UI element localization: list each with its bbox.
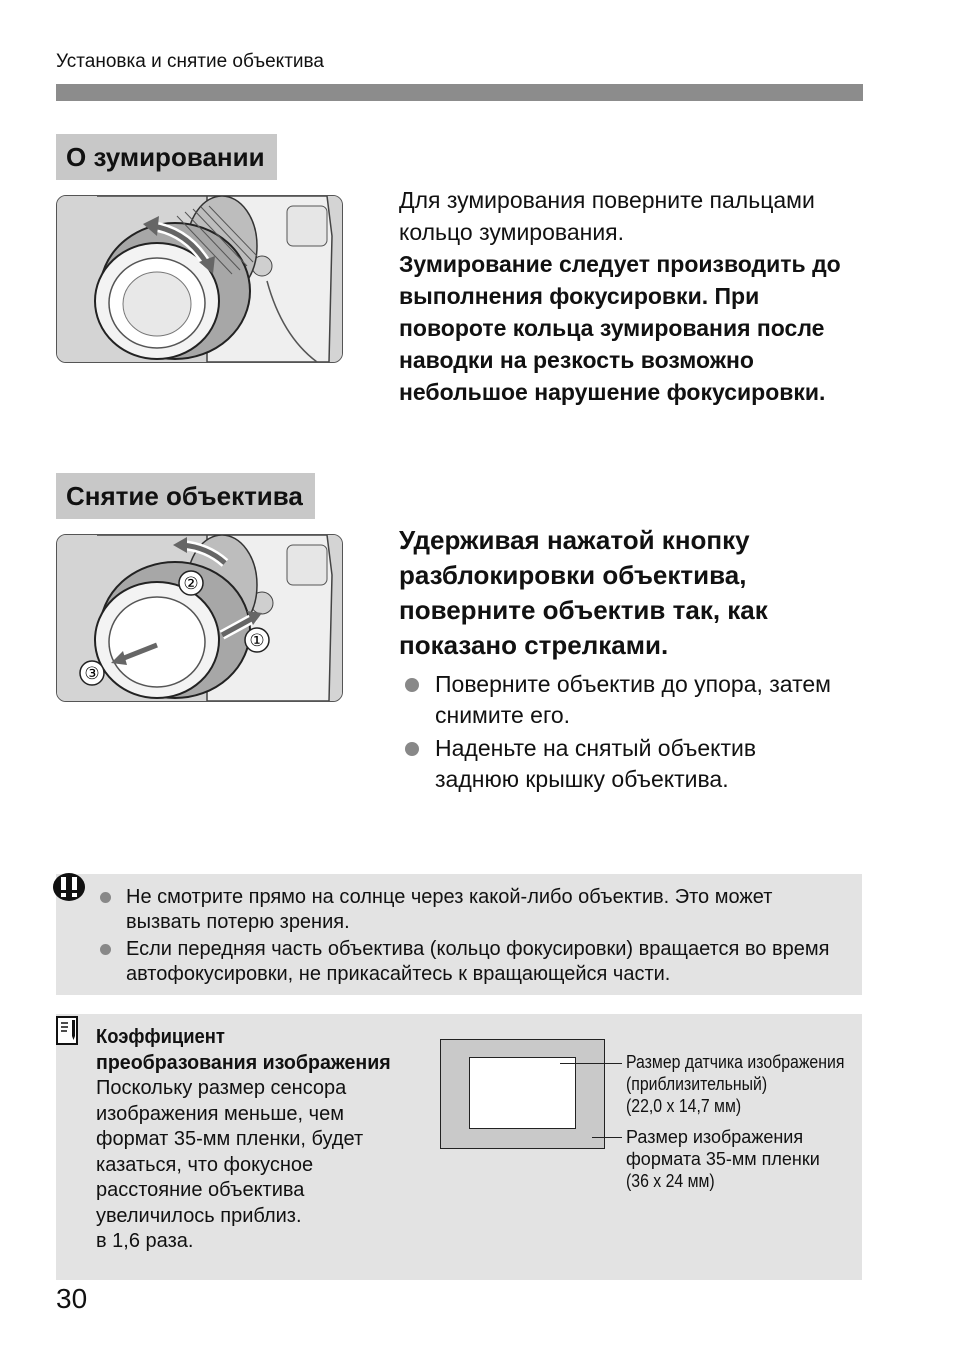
callout-1: ① xyxy=(249,631,265,650)
caution-icon xyxy=(52,872,86,906)
camera-zoom-illustration xyxy=(57,196,342,362)
caution-list xyxy=(98,885,848,989)
film-size-label xyxy=(626,1126,856,1192)
memo-icon xyxy=(56,1016,80,1046)
sensor-size-label xyxy=(626,1051,856,1117)
sensor-label-line: (22,0 x 14,7 мм) xyxy=(626,1096,742,1116)
running-header: Установка и снятие объектива xyxy=(56,51,324,72)
note-body-line: изображения меньше, чем xyxy=(96,1102,344,1125)
list-item: Поверните объектив до упора, затем снимите его. xyxy=(399,669,839,731)
removal-step-title: Удерживая нажатой кнопку разблокировки объектива, поверните объектив так, как показано стрелками. xyxy=(399,525,768,660)
film-label-line: Размер изображения xyxy=(626,1127,804,1147)
note-body-line: Поскольку размер сенсора xyxy=(96,1077,347,1099)
camera-removal-illustration xyxy=(57,535,342,701)
sensor-label-line: Размер датчика изображения xyxy=(626,1052,845,1072)
lens-removal-photo xyxy=(56,534,343,702)
note-body-line: формат 35-мм пленки, будет xyxy=(96,1128,364,1150)
zoom-warning-text: Зумирование следует производить до выполнения фокусировки. При повороте кольца зумирования после наводки на резкость возможно небольшое нарушение фокусировки. xyxy=(399,251,841,405)
sensor-leader-line xyxy=(560,1063,622,1064)
note-title-line-1: Коэффициент xyxy=(96,1026,225,1048)
zoom-instructions xyxy=(399,184,864,408)
film-label-line: формата 35-мм пленки xyxy=(626,1149,820,1169)
sensor-frame-rect xyxy=(469,1057,576,1129)
note-body-line: увеличилось приблиз. xyxy=(96,1204,302,1227)
removal-bullet-list xyxy=(399,669,839,797)
page-number: 30 xyxy=(56,1283,88,1314)
note-body-line: казаться, что фокусное xyxy=(96,1153,314,1176)
note-body-line: в 1,6 раза. xyxy=(96,1230,194,1252)
list-item: Наденьте на снятый объектив заднюю крышку объектива. xyxy=(399,733,839,795)
callout-2: ② xyxy=(183,574,199,593)
list-item: Если передняя часть объектива (кольцо фокусировки) вращается во время автофокусировки, не прикасайтесь к вращающейся части. xyxy=(98,937,848,987)
list-item: Не смотрите прямо на солнце через какой-либо объектив. Это может вызвать потерю зрения. xyxy=(98,885,848,935)
callout-3: ③ xyxy=(84,664,100,683)
zoom-intro-text: Для зумирования поверните пальцами кольцо зумирования. xyxy=(399,187,815,245)
film-label-line: (36 x 24 мм) xyxy=(626,1171,715,1191)
removal-section-title: Снятие объектива xyxy=(56,473,315,519)
film-leader-line xyxy=(592,1137,622,1138)
zoom-ring-photo xyxy=(56,195,343,363)
sensor-label-line: (приблизительный) xyxy=(626,1074,768,1094)
note-title-line-2: преобразования изображения xyxy=(96,1052,391,1074)
zoom-section-title: О зумировании xyxy=(56,134,277,180)
note-text xyxy=(96,1024,431,1255)
header-rule xyxy=(56,84,863,101)
note-body-line: расстояние объектива xyxy=(96,1179,305,1201)
